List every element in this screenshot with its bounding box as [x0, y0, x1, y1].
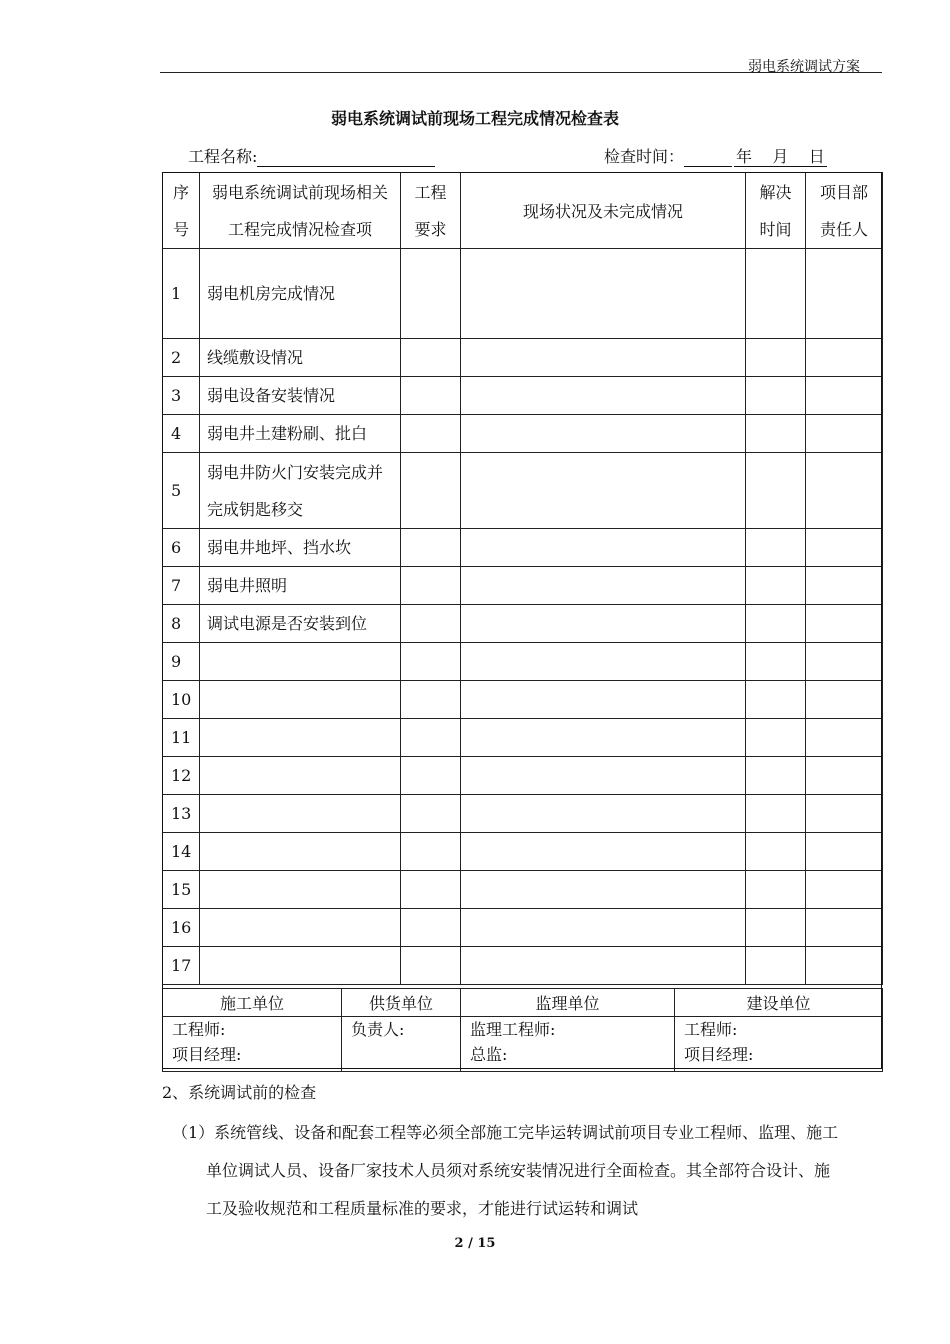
supplier-unit-signers: 负责人:	[342, 1017, 461, 1072]
header-seq: 序 号	[163, 173, 200, 249]
requirement-cell	[401, 719, 461, 757]
status-cell	[461, 567, 746, 605]
row-number: 14	[163, 833, 200, 871]
table-row	[163, 833, 883, 871]
table-row	[163, 681, 883, 719]
status-cell	[461, 681, 746, 719]
construction-unit-signers: 工程师: 项目经理:	[163, 1017, 342, 1072]
table-row	[163, 643, 883, 681]
row-number: 8	[163, 605, 200, 643]
resolve-time-cell	[746, 909, 806, 947]
table-row	[163, 719, 883, 757]
requirement-cell	[401, 453, 461, 529]
row-number: 15	[163, 871, 200, 909]
section-heading: 2、系统调试前的检查	[162, 1083, 317, 1102]
status-cell	[461, 249, 746, 339]
signature-table	[162, 988, 883, 1072]
check-item	[200, 681, 401, 719]
resolve-time-cell	[746, 947, 806, 985]
row-number: 16	[163, 909, 200, 947]
section-paragraph	[172, 1114, 872, 1228]
header-rule	[160, 72, 882, 73]
requirement-cell	[401, 871, 461, 909]
owner-cell	[806, 795, 883, 833]
table-row	[163, 871, 883, 909]
row-number: 13	[163, 795, 200, 833]
header-item: 弱电系统调试前现场相关 工程完成情况检查项	[200, 173, 401, 249]
project-name-blank	[257, 148, 435, 167]
checklist-table	[162, 172, 883, 985]
construction-unit-heading: 施工单位	[163, 989, 342, 1017]
resolve-time-cell	[746, 415, 806, 453]
status-cell	[461, 909, 746, 947]
requirement-cell	[401, 833, 461, 871]
resolve-time-cell	[746, 339, 806, 377]
signature-heading-row	[163, 989, 883, 1017]
check-time-blank	[684, 148, 732, 167]
check-item: 弱电机房完成情况	[200, 249, 401, 339]
owner-cell	[806, 909, 883, 947]
resolve-time-cell	[746, 377, 806, 415]
supplier-unit-heading: 供货单位	[342, 989, 461, 1017]
owner-unit-heading: 建设单位	[675, 989, 883, 1017]
table-row	[163, 377, 883, 415]
check-item: 弱电设备安装情况	[200, 377, 401, 415]
supervision-unit-signers: 监理工程师: 总监:	[461, 1017, 675, 1072]
check-item	[200, 643, 401, 681]
month-label: 月	[772, 147, 789, 166]
row-number: 1	[163, 249, 200, 339]
resolve-time-cell	[746, 605, 806, 643]
resolve-time-cell	[746, 681, 806, 719]
check-time-field	[604, 144, 827, 167]
row-number: 5	[163, 453, 200, 529]
table-row	[163, 529, 883, 567]
requirement-cell	[401, 947, 461, 985]
status-cell	[461, 339, 746, 377]
check-item: 弱电井地坪、挡水坎	[200, 529, 401, 567]
owner-cell	[806, 643, 883, 681]
header-status: 现场状况及未完成情况	[461, 173, 746, 249]
status-cell	[461, 643, 746, 681]
date-units	[734, 147, 827, 167]
check-item	[200, 909, 401, 947]
status-cell	[461, 795, 746, 833]
day-label: 日	[808, 147, 825, 166]
check-item	[200, 719, 401, 757]
row-number: 6	[163, 529, 200, 567]
requirement-cell	[401, 377, 461, 415]
paragraph-line-2: 单位调试人员、设备厂家技术人员须对系统安装情况进行全面检查。其全部符合设计、施	[206, 1161, 831, 1180]
resolve-time-cell	[746, 249, 806, 339]
header-requirement: 工程 要求	[401, 173, 461, 249]
resolve-time-cell	[746, 643, 806, 681]
table-row	[163, 249, 883, 339]
status-cell	[461, 453, 746, 529]
check-item	[200, 871, 401, 909]
form-title: 弱电系统调试前现场工程完成情况检查表	[330, 109, 619, 128]
resolve-time-cell	[746, 567, 806, 605]
check-item	[200, 757, 401, 795]
resolve-time-cell	[746, 529, 806, 567]
resolve-time-cell	[746, 795, 806, 833]
check-item-line: 弱电井防火门安装完成并	[207, 462, 384, 482]
row-number: 7	[163, 567, 200, 605]
requirement-cell	[401, 757, 461, 795]
check-item	[200, 453, 401, 529]
project-name-label: 工程名称:	[188, 147, 258, 166]
check-item	[200, 833, 401, 871]
status-cell	[461, 605, 746, 643]
paragraph-line-1: （1）系统管线、设备和配套工程等必须全部施工完毕运转调试前项目专业工程师、监理、施工	[172, 1123, 839, 1142]
check-item	[200, 947, 401, 985]
check-time-label: 检查时间：	[604, 147, 685, 166]
check-item: 线缆敷设情况	[200, 339, 401, 377]
row-number: 3	[163, 377, 200, 415]
owner-cell	[806, 833, 883, 871]
row-number: 17	[163, 947, 200, 985]
owner-cell	[806, 415, 883, 453]
table-row	[163, 453, 883, 529]
row-number: 12	[163, 757, 200, 795]
header-resolve-time: 解决 时间	[746, 173, 806, 249]
requirement-cell	[401, 643, 461, 681]
resolve-time-cell	[746, 453, 806, 529]
owner-cell	[806, 339, 883, 377]
owner-cell	[806, 453, 883, 529]
paragraph-line-3: 工及验收规范和工程质量标准的要求，才能进行试运转和调试	[206, 1199, 639, 1218]
signature-fields-row	[163, 1017, 883, 1072]
table-row	[163, 567, 883, 605]
check-item: 调试电源是否安装到位	[200, 605, 401, 643]
status-cell	[461, 833, 746, 871]
check-item	[200, 795, 401, 833]
year-label: 年	[736, 147, 753, 166]
requirement-cell	[401, 415, 461, 453]
owner-cell	[806, 757, 883, 795]
running-header: 弱电系统调试方案	[748, 59, 860, 75]
resolve-time-cell	[746, 833, 806, 871]
owner-cell	[806, 681, 883, 719]
requirement-cell	[401, 249, 461, 339]
table-row	[163, 605, 883, 643]
table-row	[163, 339, 883, 377]
status-cell	[461, 415, 746, 453]
row-number: 9	[163, 643, 200, 681]
requirement-cell	[401, 681, 461, 719]
resolve-time-cell	[746, 757, 806, 795]
owner-cell	[806, 377, 883, 415]
requirement-cell	[401, 567, 461, 605]
table-row	[163, 415, 883, 453]
status-cell	[461, 377, 746, 415]
row-number: 2	[163, 339, 200, 377]
check-item: 弱电井照明	[200, 567, 401, 605]
status-cell	[461, 947, 746, 985]
check-item-line: 完成钥匙移交	[207, 499, 304, 519]
row-number: 4	[163, 415, 200, 453]
table-header-row	[163, 173, 883, 249]
row-number: 10	[163, 681, 200, 719]
owner-cell	[806, 719, 883, 757]
requirement-cell	[401, 605, 461, 643]
owner-cell	[806, 947, 883, 985]
requirement-cell	[401, 795, 461, 833]
resolve-time-cell	[746, 719, 806, 757]
owner-cell	[806, 529, 883, 567]
table-row	[163, 757, 883, 795]
owner-cell	[806, 249, 883, 339]
supervision-unit-heading: 监理单位	[461, 989, 675, 1017]
status-cell	[461, 871, 746, 909]
project-name-field	[188, 144, 435, 167]
row-number: 11	[163, 719, 200, 757]
resolve-time-cell	[746, 871, 806, 909]
requirement-cell	[401, 529, 461, 567]
requirement-cell	[401, 909, 461, 947]
check-item: 弱电井土建粉刷、批白	[200, 415, 401, 453]
table-row	[163, 795, 883, 833]
table-row	[163, 909, 883, 947]
page-number: 2 / 15	[454, 1236, 496, 1251]
owner-cell	[806, 567, 883, 605]
status-cell	[461, 757, 746, 795]
requirement-cell	[401, 339, 461, 377]
table-row	[163, 947, 883, 985]
owner-unit-signers: 工程师: 项目经理:	[675, 1017, 883, 1072]
status-cell	[461, 529, 746, 567]
owner-cell	[806, 871, 883, 909]
owner-cell	[806, 605, 883, 643]
header-owner: 项目部 责任人	[806, 173, 883, 249]
status-cell	[461, 719, 746, 757]
